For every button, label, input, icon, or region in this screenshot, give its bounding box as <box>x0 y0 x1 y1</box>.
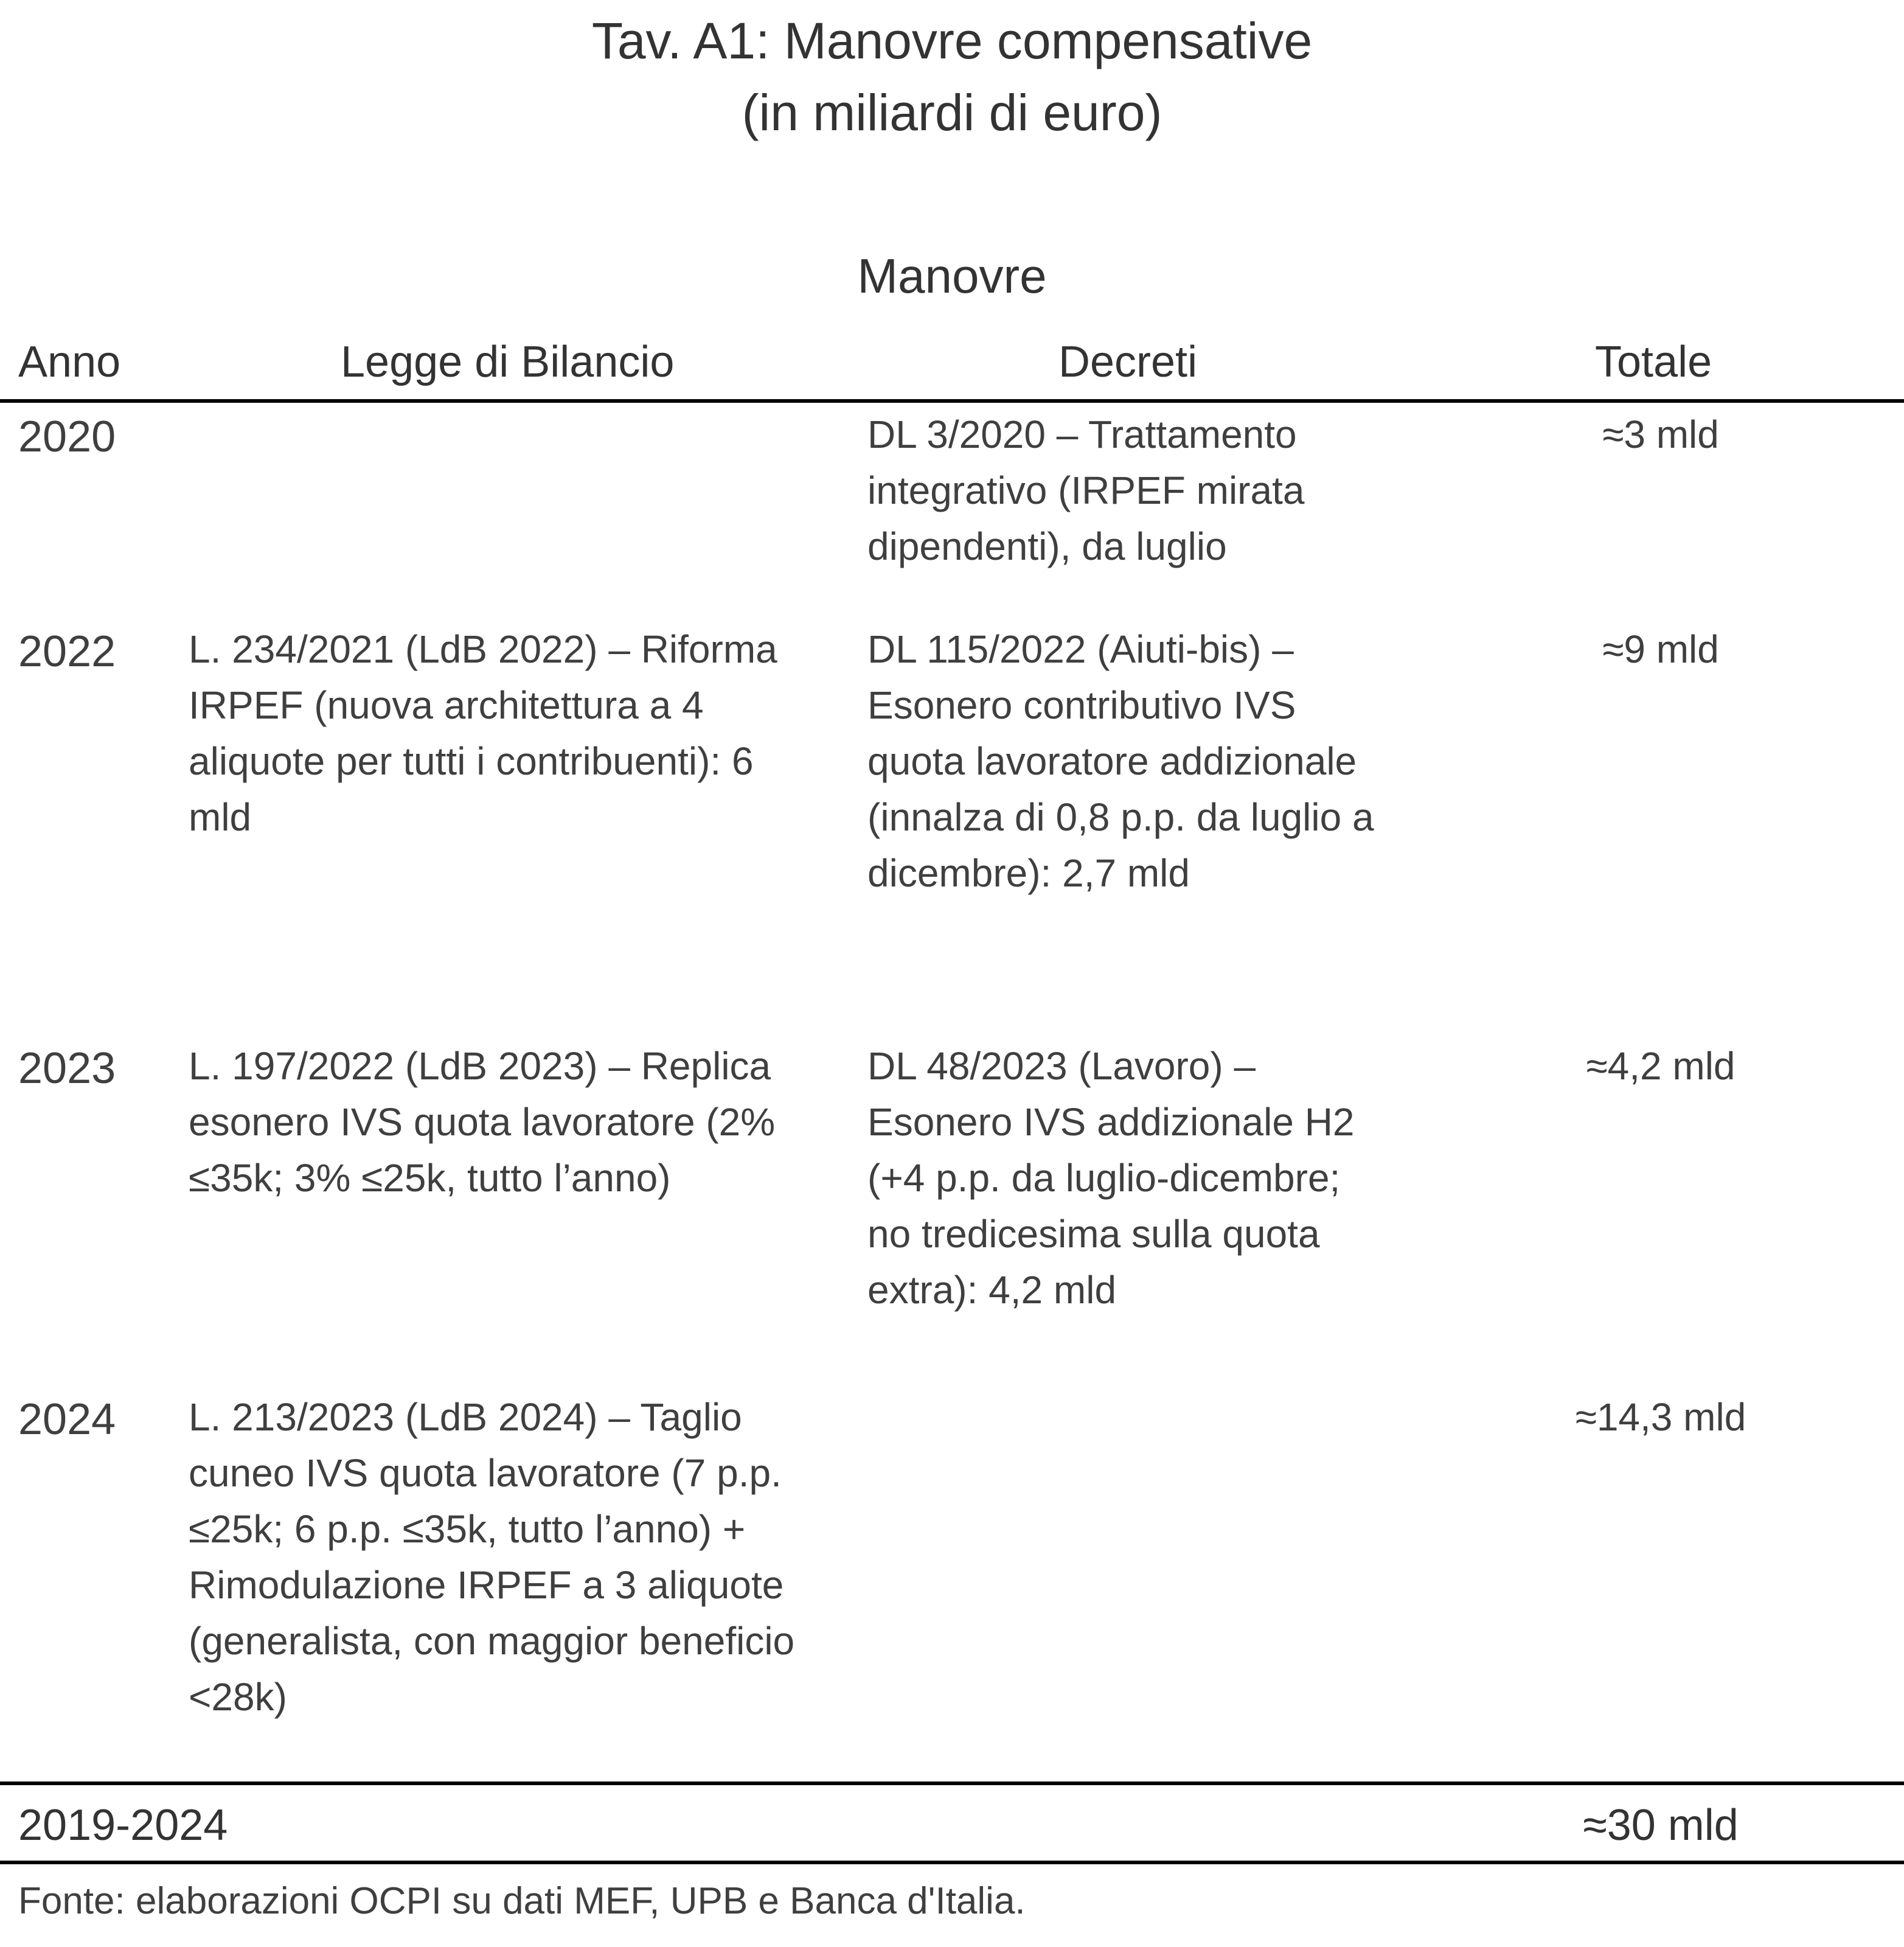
total-row-value: ≈30 mld <box>1583 1801 1739 1850</box>
row-year: 2022 <box>18 627 116 676</box>
row-year: 2020 <box>18 413 116 461</box>
table-title-unit: (in miliardi di euro) <box>742 84 1162 141</box>
column-header-anno: Anno <box>18 338 121 386</box>
header-rule <box>0 399 1904 403</box>
bottom-rule <box>0 1861 1904 1864</box>
column-header-totale: Totale <box>1595 338 1712 386</box>
row-year: 2024 <box>18 1395 116 1444</box>
row-legge: L. 213/2023 (LdB 2024) – Taglio cuneo IVS quota lavoratore (7 p.p. ≤25k; 6 p.p. ≤35k, tutto l’anno) + Rimodulazione IRPEF a 3 aliquote (generalista, con maggior beneficio <28k) <box>189 1395 795 1719</box>
column-header-legge-di-bilancio: Legge di Bilancio <box>341 338 675 386</box>
total-row-label: 2019-2024 <box>18 1801 228 1850</box>
source-note: Fonte: elaborazioni OCPI su dati MEF, UPB e Banca d'Italia. <box>18 1880 1026 1922</box>
total-top-rule <box>0 1782 1904 1785</box>
row-totale: ≈4,2 mld <box>1586 1044 1735 1088</box>
row-legge: L. 234/2021 (LdB 2022) – Riforma IRPEF (nuova architettura a 4 aliquote per tutti i contribuenti): 6 mld <box>189 627 777 839</box>
row-decreti: DL 48/2023 (Lavoro) – Esonero IVS addizionale H2 (+4 p.p. da luglio-dicembre; no tredicesima sulla quota extra): 4,2 mld <box>867 1044 1355 1312</box>
table-title-main: Tav. A1: Manovre compensative <box>591 12 1313 69</box>
table-title <box>0 5 1904 148</box>
row-year: 2023 <box>18 1044 116 1093</box>
row-legge: L. 197/2022 (LdB 2023) – Replica esonero IVS quota lavoratore (2% ≤35k; 3% ≤25k, tutto l’anno) <box>189 1044 776 1200</box>
row-decreti: DL 115/2022 (Aiuti-bis) – Esonero contributivo IVS quota lavoratore addizionale (innalza di 0,8 p.p. da luglio a dicembre): 2,7 mld <box>867 627 1374 895</box>
row-totale: ≈3 mld <box>1602 413 1719 456</box>
column-header-decreti: Decreti <box>1058 338 1198 386</box>
row-decreti: DL 3/2020 – Trattamento integrativo (IRPEF mirata dipendenti), da luglio <box>867 413 1305 568</box>
row-totale: ≈9 mld <box>1602 627 1719 671</box>
group-header-manovre: Manovre <box>857 249 1047 303</box>
row-totale: ≈14,3 mld <box>1575 1395 1746 1439</box>
